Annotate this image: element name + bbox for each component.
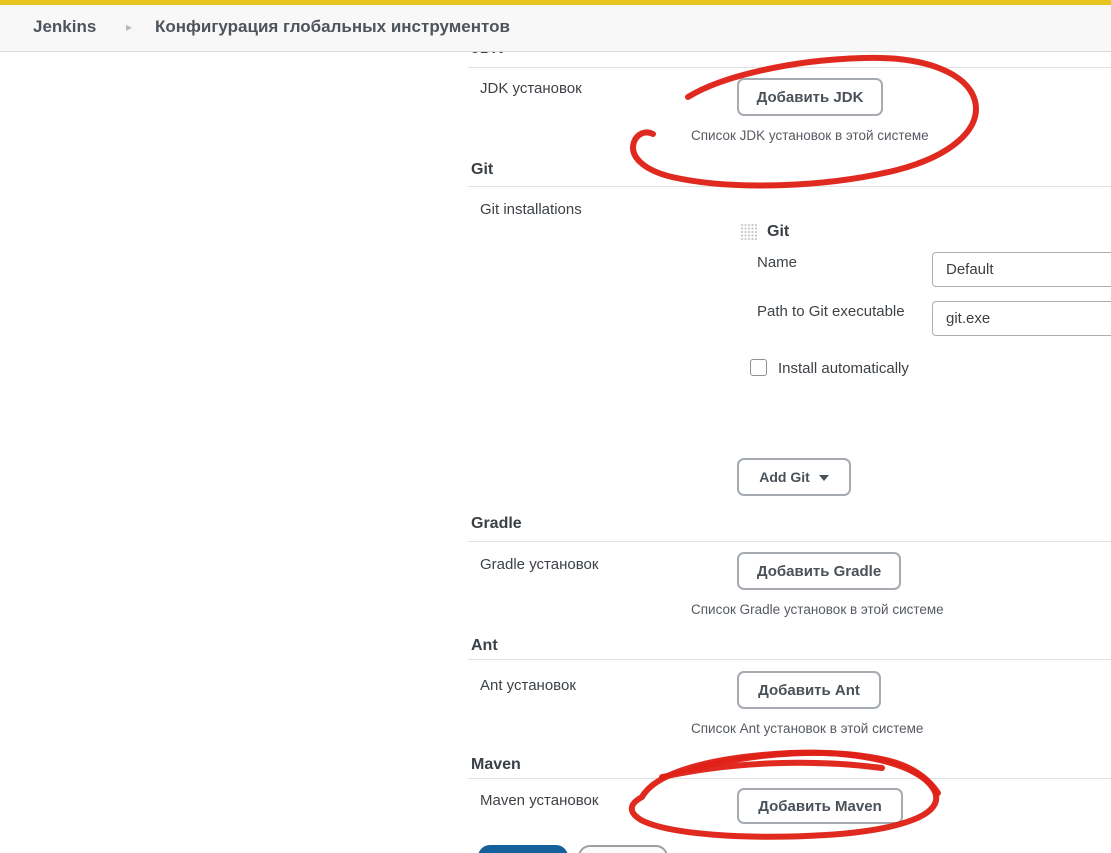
git-name-input[interactable]: [932, 252, 1111, 287]
apply-button[interactable]: [578, 845, 668, 853]
breadcrumb-page-title: Конфигурация глобальных инструментов: [155, 17, 510, 36]
git-name-label: Name: [757, 254, 798, 271]
git-card-title: Git: [767, 223, 790, 240]
add-jdk-button[interactable]: [737, 78, 883, 116]
add-maven-button[interactable]: [737, 788, 903, 824]
install-automatically-checkbox[interactable]: [750, 359, 767, 376]
git-path-input[interactable]: [932, 301, 1111, 336]
jdk-help-text: Список JDK установок в этой системе: [691, 128, 929, 143]
add-git-button-label: Add Git: [759, 469, 810, 485]
section-divider: [468, 186, 1111, 187]
add-maven-button-label: Добавить Maven: [758, 797, 882, 815]
section-divider: [468, 67, 1111, 68]
gradle-installations-label: Gradle установок: [480, 556, 599, 573]
add-ant-button-label: Добавить Ant: [758, 681, 860, 699]
maven-installations-label: Maven установок: [480, 792, 599, 809]
section-title-ant: Ant: [471, 637, 498, 654]
ant-installations-label: Ant установок: [480, 677, 576, 694]
section-title-maven: Maven: [471, 756, 521, 773]
drag-handle-icon[interactable]: [740, 223, 758, 241]
top-accent-stripe: [0, 0, 1111, 5]
ant-help-text: Список Ant установок в этой системе: [691, 721, 924, 736]
breadcrumb-bar: [0, 0, 1111, 52]
add-ant-button[interactable]: [737, 671, 881, 709]
git-installations-label: Git installations: [480, 201, 582, 218]
gradle-help-text: Список Gradle установок в этой системе: [691, 602, 944, 617]
add-gradle-button-label: Добавить Gradle: [756, 562, 882, 580]
section-divider: [468, 659, 1111, 660]
section-title-gradle: Gradle: [471, 515, 522, 532]
add-gradle-button[interactable]: [737, 552, 901, 590]
section-divider: [468, 541, 1111, 542]
section-title-git: Git: [471, 161, 494, 178]
git-path-label: Path to Git executable: [757, 303, 905, 320]
breadcrumb-jenkins-link[interactable]: Jenkins: [33, 17, 97, 36]
section-divider: [468, 778, 1111, 779]
add-jdk-button-label: Добавить JDK: [756, 88, 864, 106]
chevron-down-icon: [819, 475, 829, 481]
save-button[interactable]: [478, 845, 568, 853]
add-git-button[interactable]: [737, 458, 851, 496]
breadcrumb-chevron-icon: ▸: [126, 20, 133, 34]
jdk-installations-label: JDK установок: [480, 80, 582, 97]
install-automatically-label: Install automatically: [778, 360, 909, 377]
